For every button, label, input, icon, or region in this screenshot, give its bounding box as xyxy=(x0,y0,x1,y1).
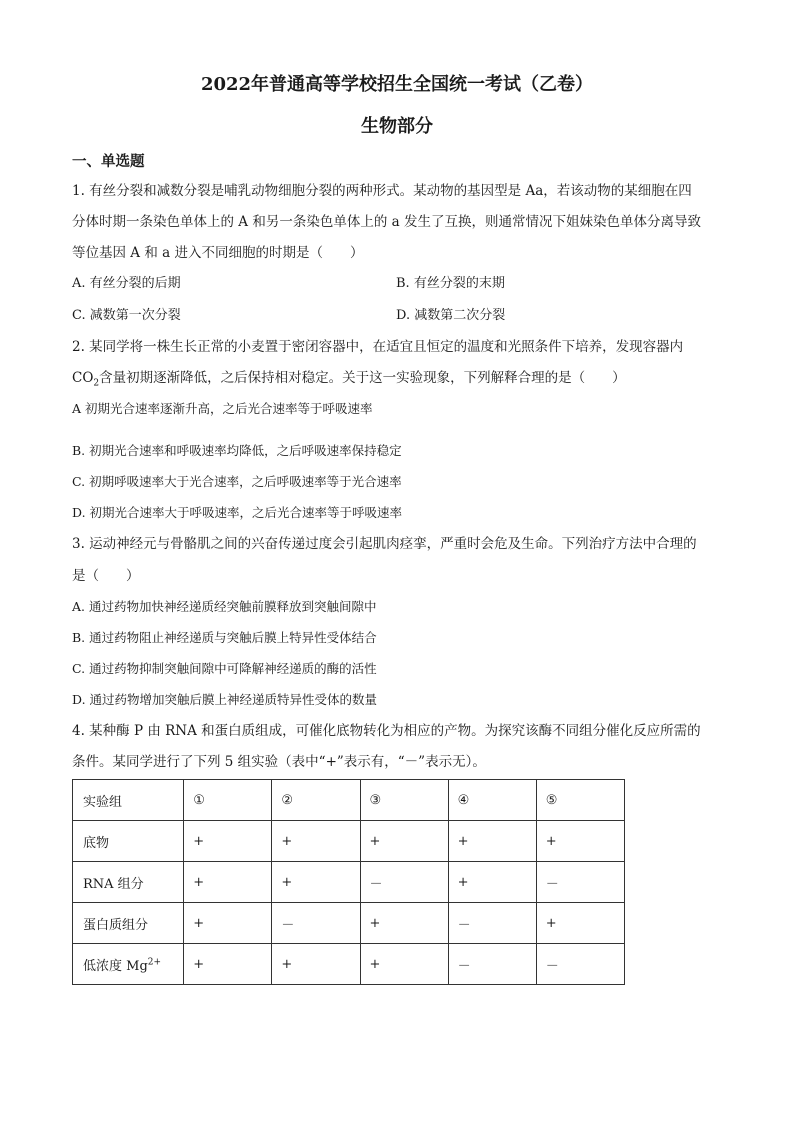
table-cell: + xyxy=(184,944,272,985)
table-row xyxy=(73,944,625,985)
table-cell: + xyxy=(448,862,536,903)
table-cell: + xyxy=(448,821,536,862)
table-cell: + xyxy=(272,944,360,985)
table-cell: + xyxy=(536,903,624,944)
table-header-cell: ② xyxy=(272,780,360,821)
table-header-cell: ③ xyxy=(360,780,448,821)
table-cell: － xyxy=(360,862,448,903)
q2-stem-line2-rest: 含量初期逐渐降低，之后保持相对稳定。关于这一实验现象，下列解释合理的是（ ） xyxy=(99,370,626,386)
table-cell: － xyxy=(448,903,536,944)
q2-option-d: D. 初期光合速率大于呼吸速率，之后光合速率等于呼吸速率 xyxy=(72,505,403,520)
section-heading: 一、单选题 xyxy=(72,153,145,170)
table-row xyxy=(73,862,625,903)
table-header-cell: ④ xyxy=(448,780,536,821)
q2-stem-line2 xyxy=(72,368,626,394)
table-cell: + xyxy=(272,862,360,903)
q3-option-d: D. 通过药物增加突触后膜上神经递质特异性受体的数量 xyxy=(72,692,378,707)
q3-option-c: C. 通过药物抑制突触间隙中可降解神经递质的酶的活性 xyxy=(72,661,377,676)
row-label: 蛋白质组分 xyxy=(73,903,184,944)
mg-label-text: 低浓度 Mg xyxy=(83,958,148,974)
table-cell: + xyxy=(360,903,448,944)
q2-option-c: C. 初期呼吸速率大于光合速率，之后呼吸速率等于光合速率 xyxy=(72,474,402,489)
table-cell: + xyxy=(184,903,272,944)
q1-option-c: C. 减数第一次分裂 xyxy=(72,308,181,323)
table-cell: + xyxy=(184,821,272,862)
table-cell: － xyxy=(536,944,624,985)
q3-stem-line1: 3. 运动神经元与骨骼肌之间的兴奋传递过度会引起肌肉痉挛，严重时会危及生命。下列治疗方法中合理的 xyxy=(72,536,697,552)
q1-stem-line2: 分体时期一条染色单体上的 A 和另一条染色单体上的 a 发生了互换，则通常情况下姐妹染色单体分离导致 xyxy=(72,214,701,230)
table-row xyxy=(73,821,625,862)
table-cell: + xyxy=(184,862,272,903)
q4-stem-line1: 4. 某种酶 P 由 RNA 和蛋白质组成，可催化底物转化为相应的产物。为探究该酶不同组分催化反应所需的 xyxy=(72,723,701,739)
table-cell: － xyxy=(536,862,624,903)
table-cell: + xyxy=(360,821,448,862)
q1-option-a: A. 有丝分裂的后期 xyxy=(72,276,181,291)
table-header-cell: 实验组 xyxy=(73,780,184,821)
table-cell: + xyxy=(536,821,624,862)
table-header-cell: ⑤ xyxy=(536,780,624,821)
co2-subscript: 2 xyxy=(93,378,100,389)
co2-text: CO xyxy=(72,370,94,386)
row-label: 底物 xyxy=(73,821,184,862)
row-label: RNA 组分 xyxy=(73,862,184,903)
mg-label-superscript: 2+ xyxy=(147,957,162,968)
table-cell: + xyxy=(360,944,448,985)
q1-option-d: D. 减数第二次分裂 xyxy=(396,308,506,323)
table-row xyxy=(73,903,625,944)
table-cell: － xyxy=(448,944,536,985)
table-header-row xyxy=(73,780,625,821)
q1-option-b: B. 有丝分裂的末期 xyxy=(396,276,505,291)
q2-stem-line1: 2. 某同学将一株生长正常的小麦置于密闭容器中，在适宜且恒定的温度和光照条件下培养，发现容器内 xyxy=(72,339,684,355)
q1-stem-line1: 1. 有丝分裂和减数分裂是哺乳动物细胞分裂的两种形式。某动物的基因型是 Aa，若该动物的某细胞在四 xyxy=(72,183,692,199)
table-cell: － xyxy=(272,903,360,944)
q3-option-b: B. 通过药物阻止神经递质与突触后膜上特异性受体结合 xyxy=(72,630,377,645)
q1-stem-line3: 等位基因 A 和 a 进入不同细胞的时期是（ ） xyxy=(72,245,364,261)
q2-option-b: B. 初期光合速率和呼吸速率均降低，之后呼吸速率保持稳定 xyxy=(72,443,402,458)
table-cell: + xyxy=(272,821,360,862)
exam-subtitle: 生物部分 xyxy=(361,116,433,137)
q3-stem-line2: 是（ ） xyxy=(72,568,140,584)
exam-title: 2022年普通高等学校招生全国统一考试（乙卷） xyxy=(200,74,594,95)
q2-option-a: A 初期光合速率逐渐升高，之后光合速率等于呼吸速率 xyxy=(72,401,373,416)
experiment-table xyxy=(72,779,625,985)
q3-option-a: A. 通过药物加快神经递质经突触前膜释放到突触间隙中 xyxy=(72,599,377,614)
row-label xyxy=(73,944,184,985)
q4-stem-line2: 条件。某同学进行了下列 5 组实验（表中“+”表示有，“－”表示无）。 xyxy=(72,754,486,770)
table-header-cell: ① xyxy=(184,780,272,821)
